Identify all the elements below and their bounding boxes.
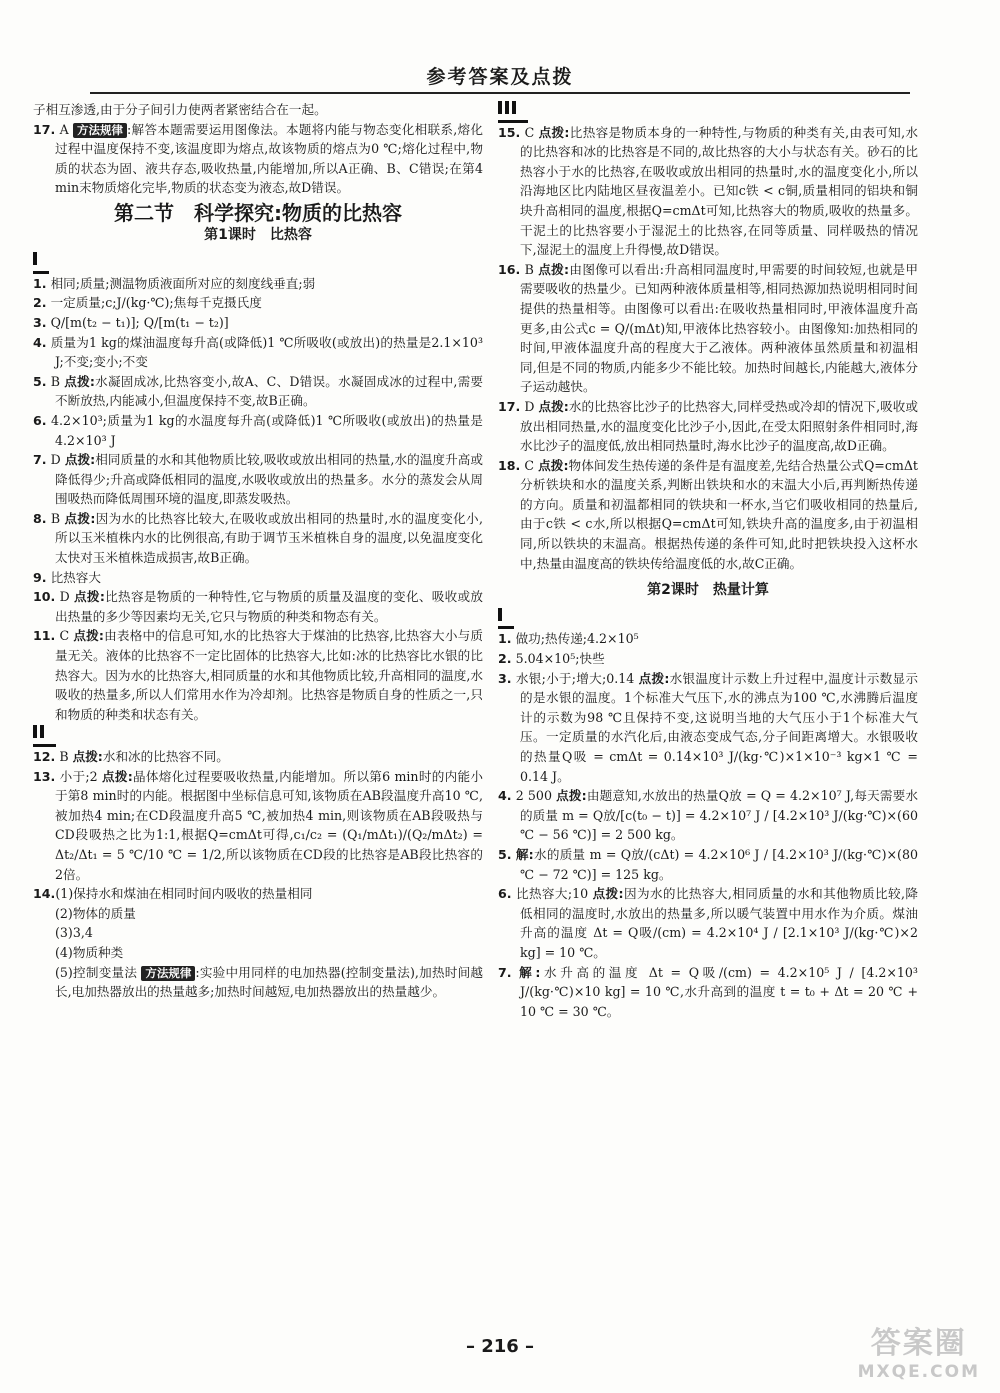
answer-item: 7. D 点拨:相同质量的水和其他物质比较,吸收或放出相同的热量,水的温度升高或降低得少;升高或降低相同的温度,水吸收或放出的热量多。水分的蒸发会从周围吸热而降低周围环境的温度,即蒸发吸热。 <box>33 452 483 507</box>
page-number: – 216 – <box>465 1336 535 1357</box>
level-1-icon-b <box>498 611 514 629</box>
watermark-logo: 答案圈 MXQE.COM <box>857 1326 980 1382</box>
header-rule <box>90 92 910 94</box>
answer-item: 6. 4.2×10³;质量为1 kg的水温度每升高(或降低)1 ℃所吸收(或放出)的热量是4.2×10³ J <box>33 412 483 448</box>
continuation-text: 子相互渗透,由于分子间引力使两者紧密结合在一起。 <box>33 102 327 117</box>
answer-list-level-2 <box>33 747 483 884</box>
method-tag: 方法规律 <box>73 123 127 138</box>
answer-item: 7. 解:水升高的温度 Δt = Q吸/(cm) = 4.2×10⁵ J / [4.2×10³ J/(kg·℃)×10 kg] = 10 ℃,水升高到的温度 t = t₀ + Δt = 20 ℃ + 10 ℃ = 30 ℃。 <box>498 964 918 1019</box>
answer-item: 12. B 点拨:水和冰的比热容不同。 <box>33 749 229 764</box>
answer-item: 10. D 点拨:比热容是物质的一种特性,它与物质的质量及温度的变化、吸收或放出热量的多少等因素均无关,它只与物质的种类和物态有关。 <box>33 589 483 624</box>
right-column <box>498 100 918 1021</box>
answer-item: 17. D 点拨:水的比热容比沙子的比热容大,同样受热或冷却的情况下,吸收或放出相同热量,水的温度变化比沙子小,因此,在受太阳照射条件相同时,海水比沙子的温度低,放出相同热量时,海水比沙子的温度高,故D正确。 <box>498 398 918 454</box>
page-header <box>90 62 910 89</box>
answer-item: 2. 5.04×10⁵;快些 <box>498 651 605 667</box>
answer-item: 2. 一定质量;c;J/(kg·℃);焦每千克摄氏度 <box>33 295 262 311</box>
method-tag: 方法规律 <box>141 966 195 981</box>
level-3-icon <box>498 105 528 123</box>
answer-list-level-1 <box>33 274 483 725</box>
answer-item: 15. C 点拨:比热容是物质本身的一种特性,与物质的种类有关,由表可知,水的比热容和冰的比热容是不同的,故比热容的大小与状态有关。砂石的比热容小于水的比热容,在吸收或放出相同的热量时,水的温度变化小,所以沿海地区比内陆地区昼夜温差小。已知c铁 < c铜,质量相同的铝块和铜块升高相同的温度,根据Q=cmΔt可知,比热容大的物质,吸收的热量多。干泥土的比热容要小于湿泥土的比热容,在同等质量、同样吸热的情况下,湿泥土的温度上升得慢,故D错误。 <box>498 124 918 258</box>
lesson-title-2: 第2课时 热量计算 <box>647 582 769 599</box>
level-2-icon <box>33 729 56 747</box>
answer-item: 11. C 点拨:由表格中的信息可知,水的比热容大于煤油的比热容,比热容大小与质量无关。液体的比热容不一定比固体的比热容大,比如:冰的比热容比水银的比热容大。因为水的比热容大,相同质量的水和其他物质比较,升高相同的温度,水吸收的热量多,所以人们常用水作为冷却剂。比热容是物质自身的性质之一,只和物质的种类和状态有关。 <box>33 628 483 722</box>
left-column <box>33 100 483 1002</box>
answer-item: 8. B 点拨:因为水的比热容比较大,在吸收或放出相同的热量时,水的温度变化小,所以玉米植株内水的比例很高,有助于调节玉米植株自身的温度,以免温度变化太快对玉米植株造成损害,故B正确。 <box>33 510 483 566</box>
answer-item: 4. 质量为1 kg的煤油温度每升高(或降低)1 ℃所吸收(或放出)的热量是2.1×10³ J;不变;变小;不变 <box>33 334 483 370</box>
answer-list-level-3 <box>498 123 918 574</box>
answer-item: 4. 2 500 点拨:由题意知,水放出的热量Q放 = Q = 4.2×10⁷ J,每天需要水的质量 m = Q放/[c(t₀ − t)] = 4.2×10⁷ J / [4.2×10³ J/(kg·℃)×(60 ℃ − 56 ℃)] = 2 500 kg。 <box>498 788 918 843</box>
answer-item: 16. B 点拨:由图像可以看出:升高相同温度时,甲需要的时间较短,也就是甲需要吸收的热量少。已知两种液体质量相等,相同热源加热说明相同时间提供的热量相等。由图像可以看出:在吸收热量相同时,甲液体温度升高更多,由公式c = Q/(mΔt)知,甲液体比热容较小。由图像知:加热相同的时间,甲液体温度升高的程度大于乙液体。两种液体虽然质量和初温相同,但是不同的物质,内能多少不能比较。加热时间越长,内能越大,液体分子运动越快。 <box>498 261 918 395</box>
lesson-title-1: 第1课时 比热容 <box>204 226 312 243</box>
answer-item: 5. 解:水的质量 m = Q放/(cΔt) = 4.2×10⁶ J / [4.2×10³ J/(kg·℃)×(80 ℃ − 72 ℃)] = 125 kg。 <box>498 846 918 882</box>
answer-item: 3. 水银;小于;增大;0.14 点拨:水银温度计示数上升过程中,温度计示数显示的是水银的温度。1个标准大气压下,水的沸点为100 ℃,水沸腾后温度计的示数为98 ℃且保持不变,这说明当地的大气压小于1个标准大气压。一定质量的水汽化后,由液态变成气态,分子间距离增大。水银吸收的热量Q吸 = cmΔt = 0.14×10³ J/(kg·℃)×1×10⁻³ kg×1 ℃ = 0.14 J。 <box>498 670 918 784</box>
answer-item: 3. Q/[m(t₂ − t₁)]; Q/[m(t₁ − t₂)] <box>33 314 229 330</box>
answer-item: 5. B 点拨:水凝固成冰,比热容变小,故A、C、D错误。水凝固成冰的过程中,需要不断放热,内能减小,但温度保持不变,故B正确。 <box>33 373 484 409</box>
answer-item: 1. 相同;质量;测温物质液面所对应的刻度线垂直;弱 <box>33 275 316 291</box>
answer-item-17: 17. A 方法规律 :解答本题需要运用图像法。本题将内能与物态变化相联系,熔化过程中温度保持不变,该温度即为熔点,故该物质的熔点为0 ℃;熔化过程中,物质的状态为固、液共存态,吸收热量,内能增加,所以A正确、B、C错误;在第4 min末物质熔化完毕,物质的状态变为液态,故D错误。 <box>33 121 483 196</box>
answer-item: 1. 做功;热传递;4.2×10⁵ <box>498 631 639 647</box>
level-1-icon <box>33 256 49 274</box>
answer-item: 13. 小于;2 点拨:晶体熔化过程要吸收热量,内能增加。所以第6 min时的内能小于第8 min时的内能。根据图中坐标信息可知,该物质在AB段温度升高10 ℃,被加热4 min;在CD段温度升高5 ℃,被加热4 min,则该物质在AB段吸热与CD段吸热之比为1:1,根据Q=cmΔt可得,c₁/c₂ = (Q₁/mΔt₁)/(Q₂/mΔt₂) = Δt₂/Δt₁ = 5 ℃/10 ℃ = 1/2,所以该物质在CD段的比热容是AB段比热容的2倍。 <box>33 768 483 882</box>
section-title: 第二节 科学探究:物质的比热容 <box>114 200 402 225</box>
answer-list-lesson-2 <box>498 629 918 1021</box>
header-title: 参考答案及点拨 <box>426 66 574 88</box>
answer-item: 18. C 点拨:物体间发生热传递的条件是有温度差,先结合热量公式Q=cmΔt分析铁块和水的温度关系,判断出铁块和水的末温大小后,再判断热传递的方向。质量和初温都相同的铁块和一杯水,当它们吸收相同的热量后,由于c铁 < c水,所以根据Q=cmΔt可知,铁块升高的温度多,由于初温相同,所以铁块的末温高。根据热传递的条件可知,此时把铁块投入这杯水中,热量由温度高的铁块传给温度低的水,故C正确。 <box>498 457 918 571</box>
answer-item: 6. 比热容大;10 点拨:因为水的比热容大,相同质量的水和其他物质比较,降低相同的温度时,水放出的热量多,所以暖气装置中用水作为介质。煤油升高的温度 Δt = Q吸/(cm) = 4.2×10⁴ J / [2.1×10³ J/(kg·℃)×2 kg] = 10 ℃。 <box>498 886 918 960</box>
answer-item-14: 14.(1)保持水和煤油在相同时间内吸收的热量相同 (2)物体的质量 (3)3,4 (4)物质种类 (5)控制变量法 方法规律 :实验中用同样的电加热器(控制变量法),加热时间越长,电加热器放出的热量越多;加热时间越短,电加热器放出的热量越少。 <box>33 886 483 1000</box>
answer-item: 9. 比热容大 <box>33 569 101 585</box>
